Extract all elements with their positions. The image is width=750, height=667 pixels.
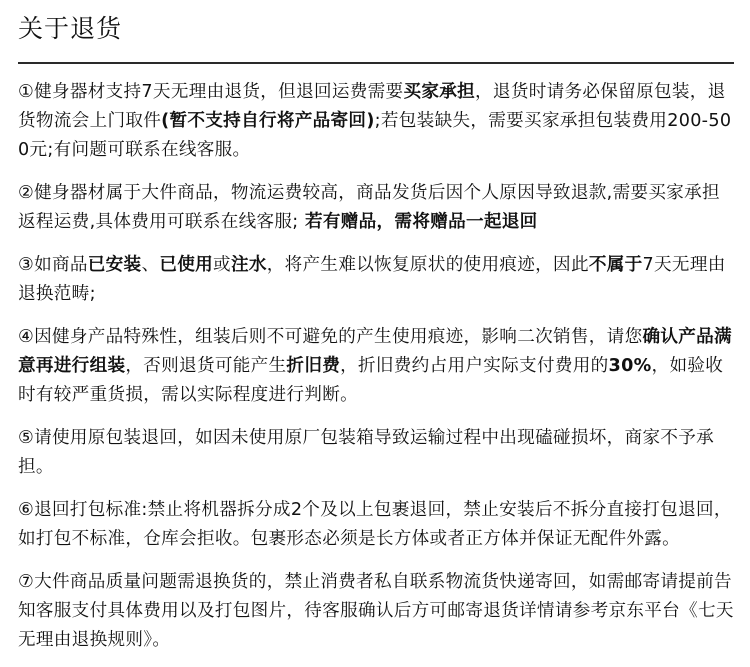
body-text: ②健身器材属于大件商品，物流运费较高，商品发货后因个人原因导致退款,需要买家承担返程运费,具体费用可联系在线客服; (18, 183, 720, 232)
body-text: ④因健身产品特殊性，组装后则不可避免的产生使用痕迹，影响二次销售，请您 (18, 327, 643, 347)
policy-paragraph-6 (18, 496, 734, 554)
body-text: ⑦大件商品质量问题需退换货的，禁止消费者私自联系物流货快递寄回，如需邮寄请提前告知客服支付具体费用以及打包图片，待客服确认后方可邮寄退货详情请参考京东平台《七天无理由退换规则》。 (18, 572, 734, 650)
policy-body (18, 78, 734, 655)
page-title: 关于退货 (18, 14, 123, 43)
policy-paragraph-2 (18, 179, 734, 237)
policy-paragraph-5 (18, 424, 734, 482)
body-text: ⑤请使用原包装退回，如因未使用原厂包装箱导致运输过程中出现磕碰损坏，商家不予承担。 (18, 428, 715, 477)
emphasis-text: (暂不支持自行将产品寄回) (161, 111, 375, 131)
emphasis-text: 折旧费 (286, 356, 341, 376)
body-text: ③如商品 (18, 255, 88, 275)
body-text: ，退货时请务必保留原包装，退货物流会上门取件 (18, 82, 726, 131)
body-text: 或 (213, 255, 231, 275)
emphasis-text: 30% (608, 356, 652, 376)
title-divider (18, 62, 734, 64)
policy-paragraph-7 (18, 568, 734, 655)
emphasis-text: 已安装 (87, 255, 142, 275)
body-text: ;若包装缺失，需要买家承担包装费用200-500元;有问题可联系在线客服。 (18, 111, 732, 160)
body-text: ，将产生难以恢复原状的使用痕迹，因此 (266, 255, 589, 275)
emphasis-text: 确认产品满意再进行组装 (18, 327, 732, 376)
body-text: ⑥退回打包标准:禁止将机器拆分成2个及以上包裹退回，禁止安装后不拆分直接打包退回，如打包不标准，仓库会拒收。包裹形态必须是长方体或者正方体并保证无配件外露。 (18, 500, 732, 549)
body-text: 7天无理由退换范畴; (18, 255, 726, 304)
emphasis-text: 已使用 (159, 255, 214, 275)
body-text: ，折旧费约占用户实际支付费用的 (340, 356, 609, 376)
body-text: ，否则退货可能产生 (125, 356, 287, 376)
policy-paragraph-4 (18, 323, 734, 410)
emphasis-text: 买家承担 (403, 82, 476, 102)
policy-paragraph-1 (18, 78, 734, 165)
body-text: ，如验收时有较严重货损，需以实际程度进行判断。 (18, 356, 724, 405)
emphasis-text: 若有赠品，需将赠品一起退回 (298, 212, 538, 232)
emphasis-text: 不属于 (588, 255, 643, 275)
emphasis-text: 注水 (230, 255, 267, 275)
body-text: 、 (141, 255, 160, 275)
policy-paragraph-3 (18, 251, 734, 309)
body-text: ①健身器材支持7天无理由退货，但退回运费需要 (18, 82, 404, 102)
